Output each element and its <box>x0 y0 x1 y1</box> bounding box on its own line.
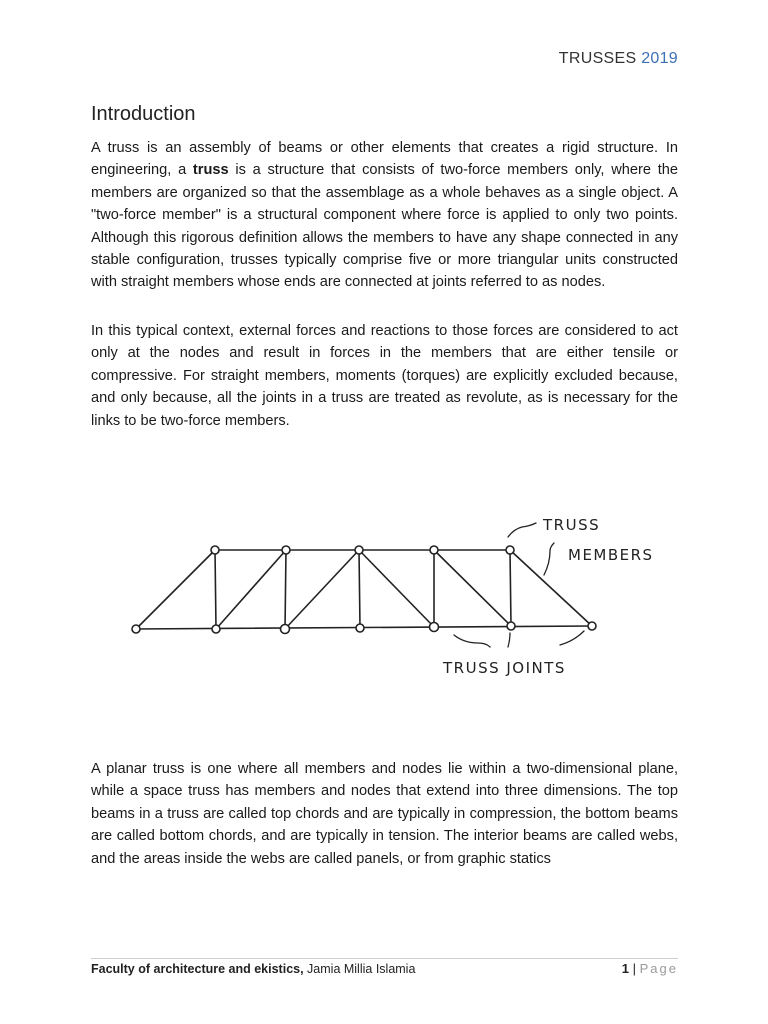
joint <box>132 625 140 633</box>
members-leader-top <box>508 523 536 537</box>
web-vertical-5 <box>510 550 511 626</box>
web-vertical-3 <box>359 550 360 628</box>
joint <box>507 622 515 630</box>
truss-diagram <box>118 505 678 695</box>
paragraph-definition-start: A truss is an assembly of beams or other elements that creates a rigid structure. In engineering, a <box>91 140 678 179</box>
joint <box>588 622 596 630</box>
joint <box>212 625 220 633</box>
paragraph-forces: In this typical context, external forces and reactions to those forces are considered to act only at the nodes and result in forces in the members that are either tensile or compressive. For straight members, moments (torques) are explicitly excluded because, and only because, all the joints in a truss are treated as revolute, as is necessary for the links to be two-force members. <box>91 323 678 429</box>
joint <box>430 623 439 632</box>
joint <box>355 546 363 554</box>
members-leader-side <box>544 543 554 575</box>
footer-divider <box>91 958 678 959</box>
web-vertical-1 <box>215 550 216 629</box>
page-label: Page <box>639 961 678 976</box>
joint <box>281 625 290 634</box>
bold-term-truss: truss <box>192 162 229 179</box>
page-number: 1 <box>621 961 630 976</box>
label-truss-members-line1: TRUSS <box>543 516 601 534</box>
header-title: TRUSSES <box>558 50 637 67</box>
joint <box>430 546 438 554</box>
left-end-member <box>136 550 215 629</box>
truss-sketch <box>118 505 678 695</box>
paragraph-planar-truss: A planar truss is one where all members and nodes lie within a two-dimensional plane, while a space truss has members and nodes that extend into three dimensions. The top beams in a truss are called top chords and are typically in compression, the bottom beams are called bottom chords, and are typically in tension. The interior beams are called webs, and the areas inside the webs are called panels, or from graphic statics <box>91 761 678 867</box>
footer-institution <box>91 962 415 976</box>
web-diagonal-4 <box>434 550 511 626</box>
page-separator: | <box>629 961 640 976</box>
joints-leader-right <box>560 631 584 645</box>
joints-leader-left <box>454 635 490 647</box>
footer-page <box>622 961 678 976</box>
joint <box>356 624 364 632</box>
label-truss-members-line2: MEMBERS <box>568 546 654 564</box>
joint <box>506 546 514 554</box>
footer-university: Jamia Millia Islamia <box>303 962 416 976</box>
section-title: Introduction <box>91 103 196 125</box>
joint <box>211 546 219 554</box>
web-diagonal-2 <box>285 550 359 629</box>
web-vertical-2 <box>285 550 286 629</box>
web-diagonal-3 <box>359 550 434 627</box>
joint <box>282 546 290 554</box>
header-year: 2019 <box>641 50 678 67</box>
paragraph-definition-end: is a structure that consists of two-force members only, where the members are organized so that the assemblage as a whole behaves as a single object. A "two-force member" is a structural component where force is applied to only two points. Although this rigorous definition allows the members to have any shape connected in any stable configuration, trusses typically comprise five or more triangular units constructed with straight members whose ends are connected at joints referred to as nodes. <box>91 162 678 291</box>
label-truss-joints: TRUSS JOINTS <box>443 659 566 677</box>
paragraph-definition <box>91 137 678 294</box>
footer-faculty: Faculty of architecture and ekistics, <box>91 962 304 976</box>
web-diagonal-1 <box>216 550 286 629</box>
running-header <box>559 50 678 68</box>
joints-leader-mid <box>508 633 510 647</box>
